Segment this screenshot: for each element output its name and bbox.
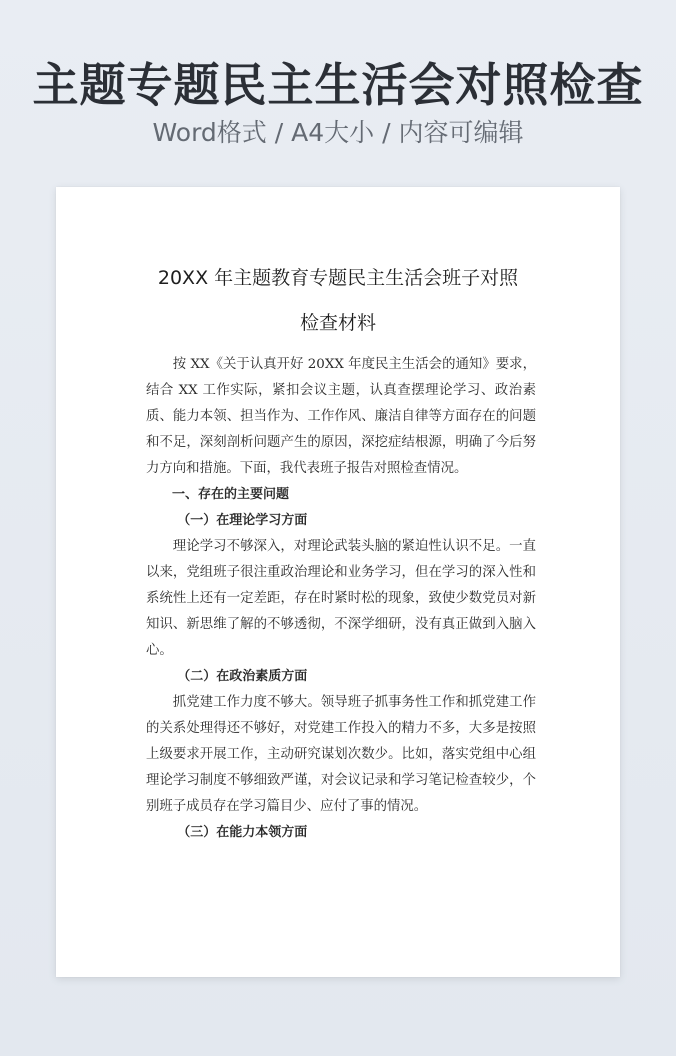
banner-title: 主题专题民主生活会对照检查 [32, 58, 644, 112]
intro-paragraph: 按 XX《关于认真开好 20XX 年度民主生活会的通知》要求，结合 XX 工作实际，紧扣会议主题，认真查摆理论学习、政治素质、能力本领、担当作为、工作作风、廉洁自律等方面存在的问题和不足，深刻剖析问题产生的原因，深挖症结根源，明确了今后努力方向和措施。下面，我代表班子报告对照检查情况。 [146, 357, 536, 476]
document-page [56, 187, 620, 977]
subsection-heading-ability: （三）在能力本领方面 [177, 825, 308, 840]
section-heading: 一、存在的主要问题 [172, 487, 290, 502]
theory-paragraph: 理论学习不够深入，对理论武装头脑的紧迫性认识不足。一直以来，党组班子很注重政治理论和业务学习，但在学习的深入性和系统性上还有一定差距，存在时紧时松的现象，致使少数党员对新知识、新思维了解的不够透彻，不深学细研，没有真正做到入脑入心。 [146, 539, 536, 658]
banner-subtitle: Word格式 / A4大小 / 内容可编辑 [152, 118, 524, 147]
document-body [146, 352, 536, 846]
subsection-heading-theory: （一）在理论学习方面 [177, 513, 308, 528]
politics-paragraph: 抓党建工作力度不够大。领导班子抓事务性工作和抓党建工作的关系处理得还不够好，对党建工作投入的精力不多，大多是按照上级要求开展工作，主动研究谋划次数少。比如，落实党组中心组理论学习制度不够细致严谨，对会议记录和学习笔记检查较少，个别班子成员存在学习篇目少、应付了事的情况。 [146, 695, 536, 814]
document-title-line2: 检查材料 [299, 312, 376, 334]
document-title-line1: 20XX 年主题教育专题民主生活会班子对照 [157, 267, 519, 289]
subsection-heading-politics: （二）在政治素质方面 [177, 669, 308, 684]
